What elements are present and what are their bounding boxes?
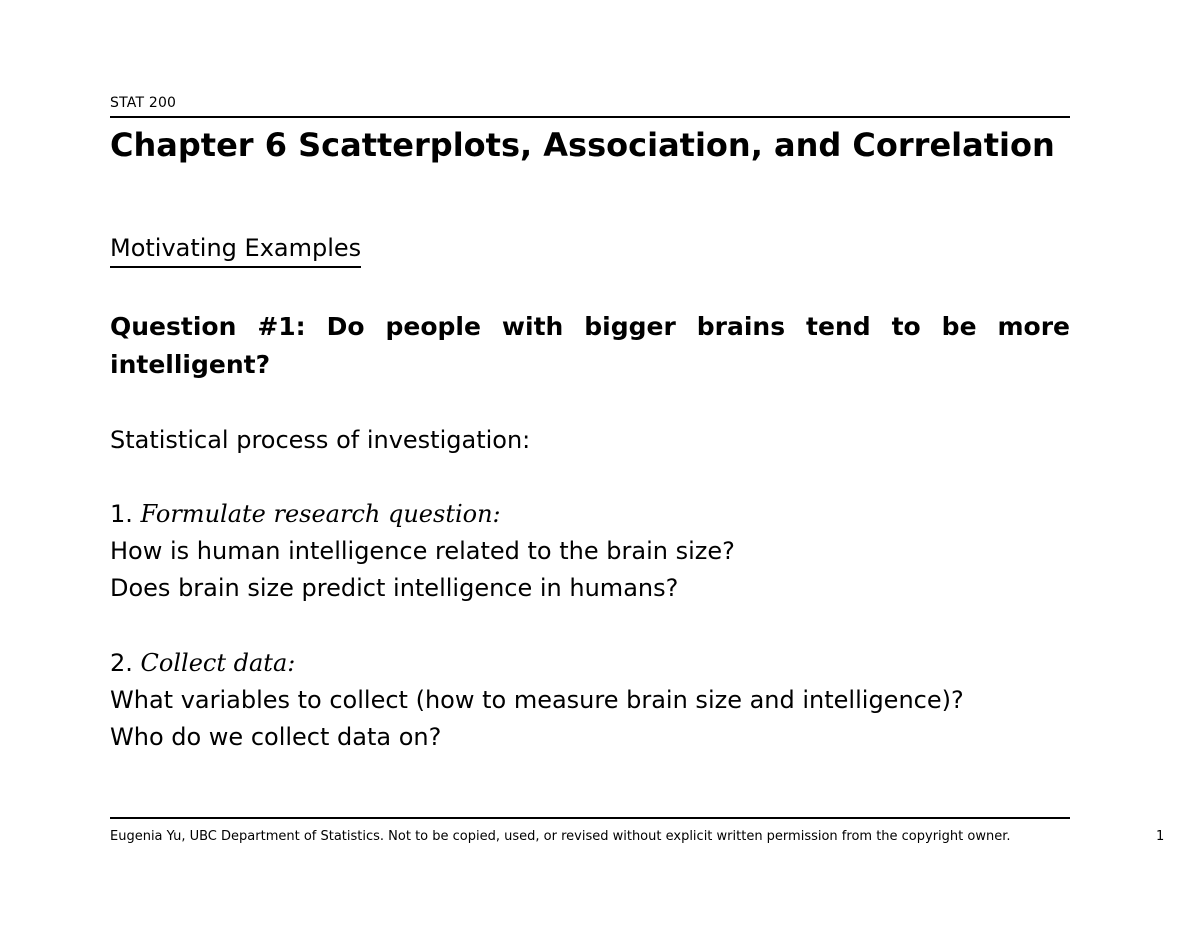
section-heading: Motivating Examples <box>110 234 361 268</box>
step-1-heading <box>110 496 1090 533</box>
question-text: Question #1: Do people with bigger brains tend to be more intelligent? <box>110 312 1070 379</box>
step-2-heading <box>110 645 1090 682</box>
step-1-number: 1. <box>110 500 133 528</box>
step-1-line-1: How is human intelligence related to the brain size? <box>110 537 735 565</box>
chapter-title: Chapter 6 Scatterplots, Association, and Correlation <box>110 126 1055 164</box>
page-number: 1 <box>1156 829 1165 844</box>
step-1-title: Formulate research question: <box>140 500 501 528</box>
step-2-line-1: What variables to collect (how to measure brain size and intelligence)? <box>110 686 964 714</box>
course-code: STAT 200 <box>110 95 177 111</box>
step-2-number: 2. <box>110 649 133 677</box>
footer-rule <box>110 817 1070 819</box>
step-2-line-2: Who do we collect data on? <box>110 723 442 751</box>
step-1 <box>110 496 1090 607</box>
header-rule <box>110 116 1070 118</box>
footer-copyright: Eugenia Yu, UBC Department of Statistics. Not to be copied, used, or revised without explicit written permission from the copyright owner. <box>110 829 1011 844</box>
step-2-title: Collect data: <box>140 649 296 677</box>
step-2 <box>110 645 1090 756</box>
step-1-line-2: Does brain size predict intelligence in humans? <box>110 574 679 602</box>
process-label: Statistical process of investigation: <box>110 426 531 454</box>
